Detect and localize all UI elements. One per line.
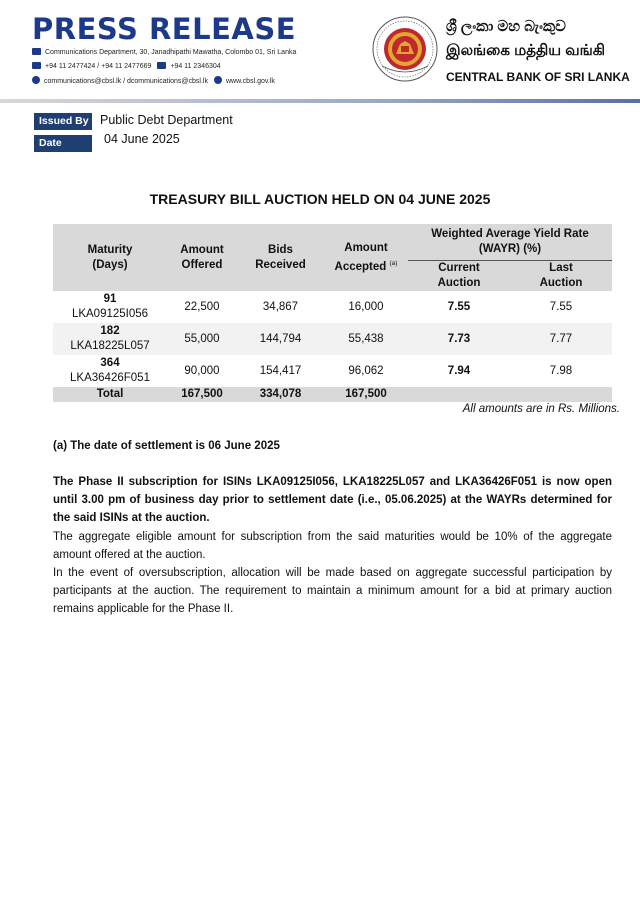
offered-cell: 22,500 [184,300,220,313]
maturity-cell: 91 LKA09125I056 [71,293,149,320]
contact-phones [32,62,221,72]
bank-name-tamil: இலங்கை மத்திய வங்கி [446,42,606,59]
units-note: All amounts are in Rs. Millions. [462,403,620,415]
bank-name-sinhala: ශ්‍රී ලංකා මහ බැංකුව [446,18,566,35]
date-label: Date [34,135,92,152]
last-wayr-cell: 7.98 [549,364,573,377]
phones-text: +94 11 2477424 / +94 11 2477669 [45,63,152,70]
address-text: Communications Department, 30, Janadhipathi Mawatha, Colombo 01, Sri Lanka [45,49,297,56]
website-text[interactable]: www.cbsl.gov.lk [225,78,275,85]
header-maturity: Maturity (Days) [53,224,167,291]
email-icon [32,76,40,84]
offered-cell: 90,000 [184,364,220,377]
current-wayr-cell: 7.73 [408,323,510,355]
last-wayr-cell: 7.77 [510,323,612,355]
accepted-cell: 55,438 [324,323,408,355]
settlement-note: (a) The date of settlement is 06 June 2025 [53,440,280,452]
emails-text[interactable]: communications@cbsl.lk / dcommunications@cbsl.lk [44,78,208,85]
auction-results-table [53,224,612,402]
header-wayr: Weighted Average Yield Rate (WAYR) (%) [408,224,612,261]
total-row [53,387,612,402]
date-value: 04 June 2025 [104,132,180,146]
total-accepted: 167,500 [324,387,408,402]
accepted-cell: 96,062 [348,364,384,377]
table-row [53,355,612,387]
current-wayr-cell: 7.55 [447,300,471,313]
phase2-paragraph: The Phase II subscription for ISINs LKA09125I056, LKA18225L057 and LKA36426F051 is now open until 3.00 pm of business day prior to settlement date (i.e., 05.06.2025) at the WAYRs determined for the said ISINs at the auction. [53,476,612,524]
header-amount-accepted: Amount Accepted $^{(a)}$ [324,224,408,291]
last-wayr-cell: 7.55 [549,300,573,313]
total-received: 334,078 [237,387,324,402]
document-title: TREASURY BILL AUCTION HELD ON 04 JUNE 2025 [149,191,491,207]
footnote-marker: (a) [389,259,398,267]
header-bids-received: Bids Received [237,224,324,291]
accepted-cell: 16,000 [348,300,384,313]
press-release-title: PRESS RELEASE [32,12,297,46]
location-icon [32,48,41,55]
maturity-cell: 182 LKA18225L057 [53,323,167,355]
header-amount-offered: Amount Offered [167,224,237,291]
current-wayr-cell: 7.94 [447,364,471,377]
globe-icon [214,76,222,84]
press-release-header [0,0,640,104]
received-cell: 154,417 [259,364,302,377]
contact-address [32,48,296,58]
aggregate-paragraph: The aggregate eligible amount for subscription from the said maturities would be 10% of the aggregate amount offered at the auction. [53,531,612,561]
contact-web [32,76,275,87]
table-row [53,323,612,355]
table-row [53,291,612,323]
header-current-auction: Current Auction [408,261,510,292]
total-empty-last [510,387,612,402]
cbsl-seal-icon [372,16,438,82]
total-label: Total [53,387,167,402]
total-offered: 167,500 [167,387,237,402]
received-cell: 144,794 [237,323,324,355]
offered-cell: 55,000 [167,323,237,355]
header-last-auction: Last Auction [510,261,612,292]
bank-name-english: CENTRAL BANK OF SRI LANKA [446,70,630,84]
received-cell: 34,867 [262,300,299,313]
issued-by-value: Public Debt Department [100,113,233,127]
oversubscription-paragraph: In the event of oversubscription, allocation will be made based on aggregate successful participation by participants at the auction. The requirement to maintain a minimum amount for a bid at primary auction remains applicable for the Phase II. [53,567,612,615]
fax-icon [157,62,166,69]
fax-text: +94 11 2346304 [170,63,221,70]
phone-icon [32,62,41,69]
maturity-cell: 364 LKA36426F051 [70,357,150,384]
header-divider [0,99,640,103]
issued-by-label: Issued By [34,113,92,130]
total-empty-current [408,387,510,402]
